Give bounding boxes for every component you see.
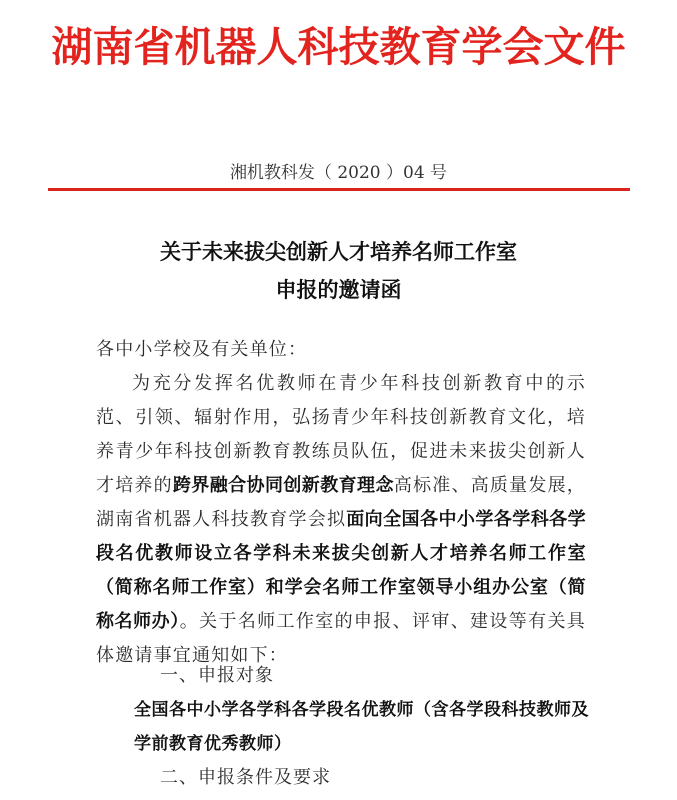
section-1-body: 全国各中小学各学科各学段名优教师（含各学段科技教师及学前教育优秀教师） — [134, 700, 589, 754]
intro-emphasis-1: 跨界融合协同创新教育理念 — [172, 475, 394, 496]
intro-text-c: 。关于名师工作室的申报、评审、建设等有关具体邀请事宜通知如下： — [96, 611, 587, 666]
title-line-1: 关于未来拔尖创新人才培养名师工作室 — [160, 240, 517, 264]
intro-emphasis-2: 面向全国各中小学各学科各学段名优教师设立各学科未来拔尖创新人才培养名师工作室（简称名师工作室）和学会名师工作室领导小组办公室（简称名师办） — [96, 509, 586, 632]
title-line-2: 申报的邀请函 — [275, 278, 402, 302]
recipient-line: 各中小学校及有关单位： — [96, 339, 308, 360]
intro-paragraph — [96, 367, 586, 673]
intro-text-b: 高标准、高质量发展，湖南省机器人科技教育学会拟 — [96, 475, 586, 530]
intro-text-a: 为充分发挥名优教师在青少年科技创新教育中的示范、引领、辐射作用，弘扬青少年科技创新教育文化，培养青少年科技创新教育教练员队伍，促进未来拔尖创新人才培养的 — [96, 373, 586, 496]
section-1-heading: 一、申报对象 — [160, 665, 274, 686]
section-2-heading: 二、申报条件及要求 — [160, 767, 331, 788]
document-number: 湘机教科发（ 2020 ）04 号 — [229, 163, 448, 183]
document-title — [0, 233, 677, 309]
red-divider-rule — [48, 188, 630, 191]
issuer-header-title: 湖南省机器人科技教育学会文件 — [51, 23, 626, 71]
